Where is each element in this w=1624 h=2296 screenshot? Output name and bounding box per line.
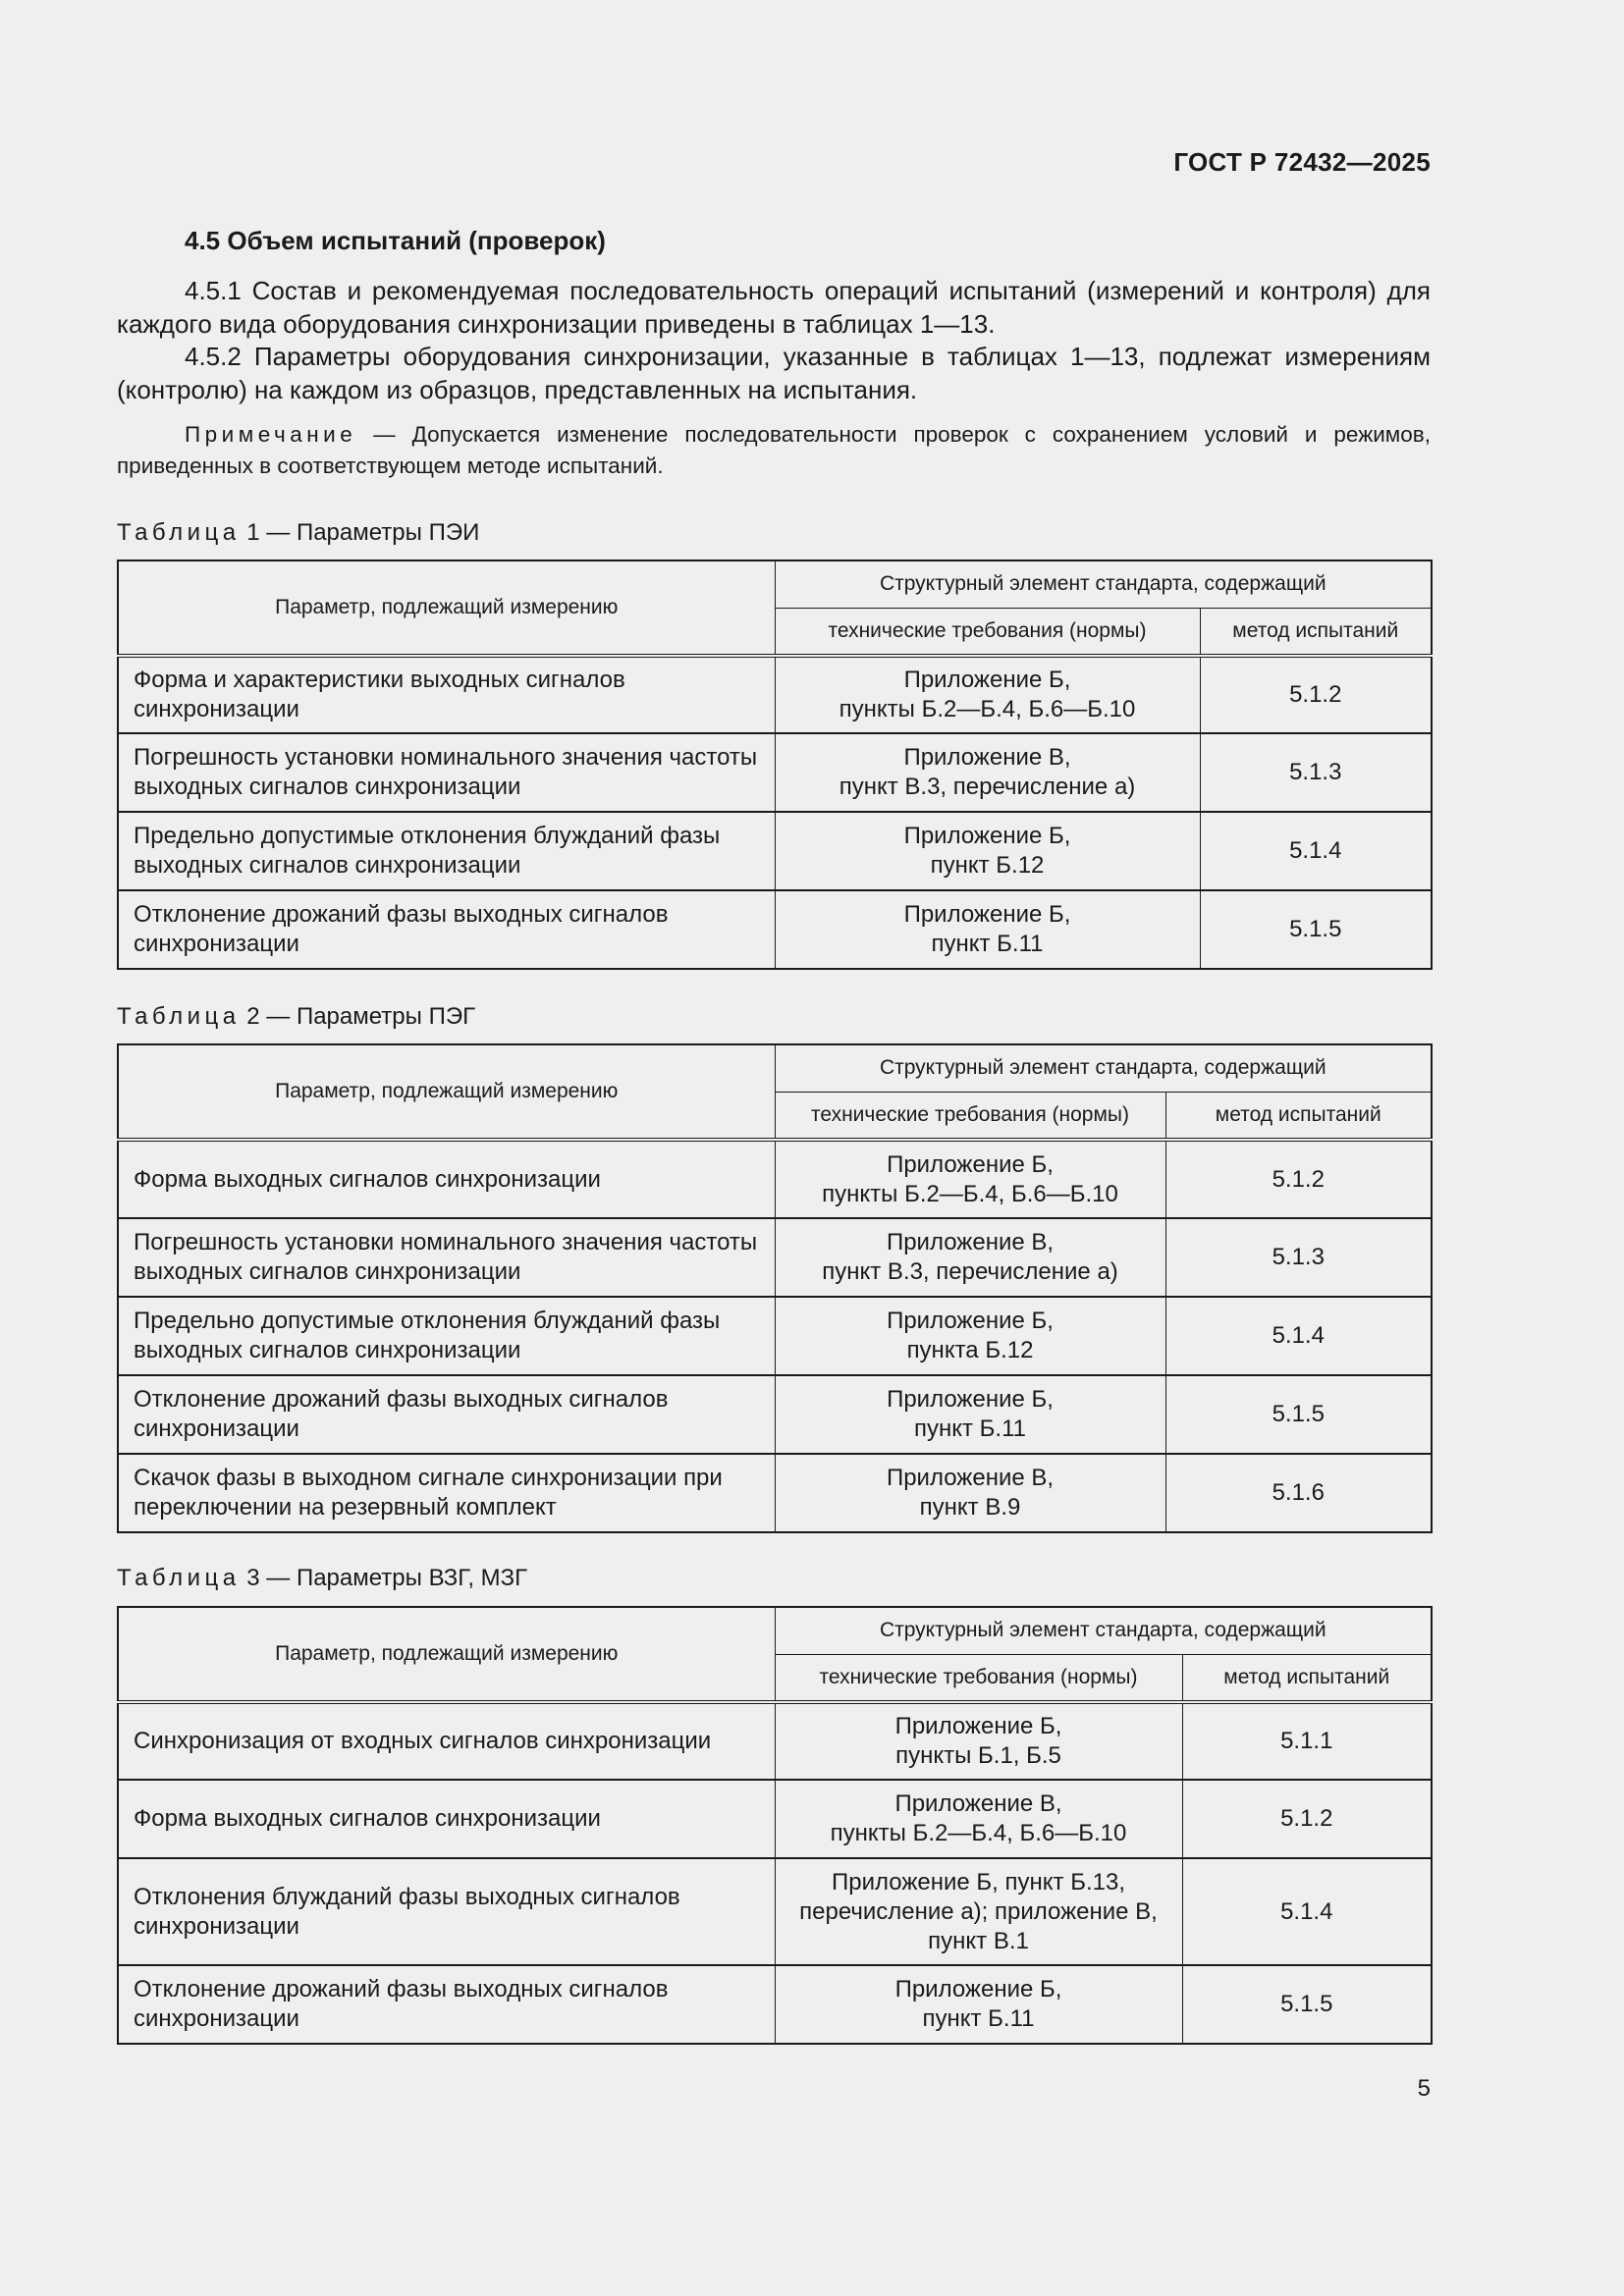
- header-param: Параметр, подлежащий измерению: [118, 1607, 775, 1702]
- table-row: [118, 1297, 1432, 1375]
- cell-requirements: Приложение Б, пункты Б.2—Б.4, Б.6—Б.10: [775, 656, 1200, 733]
- table-row: [118, 1858, 1432, 1965]
- cell-param: Синхронизация от входных сигналов синхронизации: [118, 1702, 775, 1780]
- cell-method: 5.1.3: [1165, 1218, 1432, 1297]
- table-row: [118, 1454, 1432, 1532]
- cell-requirements: Приложение Б, пункт Б.11: [775, 890, 1200, 969]
- header-requirements: технические требования (нормы): [775, 1092, 1165, 1140]
- table-header-row: [118, 1044, 1432, 1092]
- header-param: Параметр, подлежащий измерению: [118, 1044, 775, 1140]
- table-row: [118, 890, 1432, 969]
- cell-param: Скачок фазы в выходном сигнале синхронизации при переключении на резервный комплект: [118, 1454, 775, 1532]
- cell-requirements: Приложение Б, пункт Б.12: [775, 812, 1200, 890]
- cell-requirements: Приложение В, пункт В.9: [775, 1454, 1165, 1532]
- cell-requirements: Приложение В, пункт В.3, перечисление а): [775, 1218, 1165, 1297]
- cell-method: 5.1.2: [1200, 656, 1432, 733]
- table-row: [118, 1965, 1432, 2044]
- note-label: Примечание: [185, 422, 357, 447]
- table-3-caption-word: Таблица: [117, 1565, 241, 1591]
- header-method: метод испытаний: [1182, 1654, 1432, 1702]
- cell-param: Предельно допустимые отклонения блужданий фазы выходных сигналов синхронизации: [118, 812, 775, 890]
- paragraph-4-5-1: 4.5.1 Состав и рекомендуемая последовательность операций испытаний (измерений и контроля) для каждого вида оборудования синхронизации приведены в таблицах 1—13.: [117, 276, 1431, 339]
- cell-method: 5.1.5: [1200, 890, 1432, 969]
- table-row: [118, 1140, 1432, 1218]
- table-row: [118, 656, 1432, 733]
- header-method: метод испытаний: [1165, 1092, 1432, 1140]
- header-requirements: технические требования (нормы): [775, 608, 1200, 656]
- cell-param: Форма выходных сигналов синхронизации: [118, 1780, 775, 1858]
- table-row: [118, 1375, 1432, 1454]
- cell-param: Погрешность установки номинального значения частоты выходных сигналов синхронизации: [118, 1218, 775, 1297]
- cell-param: Предельно допустимые отклонения блужданий фазы выходных сигналов синхронизации: [118, 1297, 775, 1375]
- cell-method: 5.1.1: [1182, 1702, 1432, 1780]
- table-3-caption-title: 3 — Параметры ВЗГ, МЗГ: [240, 1565, 528, 1591]
- table-2-caption-word: Таблица: [117, 1003, 241, 1030]
- cell-param: Форма и характеристики выходных сигналов синхронизации: [118, 656, 775, 733]
- table-header-row: [118, 1607, 1432, 1654]
- table-1: [117, 560, 1433, 970]
- table-row: [118, 1780, 1432, 1858]
- cell-requirements: Приложение В, пункты Б.2—Б.4, Б.6—Б.10: [775, 1780, 1182, 1858]
- cell-requirements: Приложение Б, пункты Б.2—Б.4, Б.6—Б.10: [775, 1140, 1165, 1218]
- table-2-caption-title: 2 — Параметры ПЭГ: [240, 1003, 476, 1030]
- cell-requirements: Приложение В, пункт В.3, перечисление а): [775, 733, 1200, 812]
- cell-method: 5.1.6: [1165, 1454, 1432, 1532]
- cell-method: 5.1.4: [1200, 812, 1432, 890]
- table-3: [117, 1606, 1433, 2045]
- table-row: [118, 733, 1432, 812]
- cell-method: 5.1.5: [1165, 1375, 1432, 1454]
- cell-method: 5.1.3: [1200, 733, 1432, 812]
- header-param: Параметр, подлежащий измерению: [118, 561, 775, 656]
- table-3-caption: [117, 1564, 527, 1593]
- header-requirements: технические требования (нормы): [775, 1654, 1182, 1702]
- header-structural: Структурный элемент стандарта, содержащий: [775, 561, 1432, 608]
- table-2: [117, 1043, 1433, 1533]
- note: [117, 419, 1431, 482]
- header-structural: Структурный элемент стандарта, содержащий: [775, 1607, 1432, 1654]
- paragraph-4-5-2: 4.5.2 Параметры оборудования синхронизации, указанные в таблицах 1—13, подлежат измерениям (контролю) на каждом из образцов, представленных на испытания.: [117, 342, 1431, 404]
- table-2-body: [118, 1140, 1432, 1532]
- table-3-body: [118, 1702, 1432, 2044]
- header-structural: Структурный элемент стандарта, содержащий: [775, 1044, 1432, 1092]
- note-text: — Допускается изменение последовательности проверок с сохранением условий и режимов, приведенных в соответствующем методе испытаний.: [117, 422, 1431, 478]
- cell-param: Отклонение дрожаний фазы выходных сигналов синхронизации: [118, 1375, 775, 1454]
- table-header-row: [118, 561, 1432, 608]
- cell-method: 5.1.5: [1182, 1965, 1432, 2044]
- table-1-caption-title: 1 — Параметры ПЭИ: [240, 519, 480, 546]
- table-row: [118, 1702, 1432, 1780]
- cell-requirements: Приложение Б, пункт Б.11: [775, 1965, 1182, 2044]
- cell-requirements: Приложение Б, пункта Б.12: [775, 1297, 1165, 1375]
- cell-requirements: Приложение Б, пункты Б.1, Б.5: [775, 1702, 1182, 1780]
- cell-param: Отклонение дрожаний фазы выходных сигналов синхронизации: [118, 1965, 775, 2044]
- cell-param: Форма выходных сигналов синхронизации: [118, 1140, 775, 1218]
- cell-param: Отклонение дрожаний фазы выходных сигналов синхронизации: [118, 890, 775, 969]
- cell-requirements: Приложение Б, пункт Б.11: [775, 1375, 1165, 1454]
- table-1-caption-word: Таблица: [117, 519, 241, 546]
- header-method: метод испытаний: [1200, 608, 1432, 656]
- cell-method: 5.1.4: [1165, 1297, 1432, 1375]
- cell-method: 5.1.2: [1182, 1780, 1432, 1858]
- cell-method: 5.1.4: [1182, 1858, 1432, 1965]
- cell-param: Погрешность установки номинального значения частоты выходных сигналов синхронизации: [118, 733, 775, 812]
- table-1-caption: [117, 518, 479, 548]
- table-row: [118, 812, 1432, 890]
- cell-method: 5.1.2: [1165, 1140, 1432, 1218]
- cell-requirements: Приложение Б, пункт Б.13, перечисление а); приложение В, пункт В.1: [775, 1858, 1182, 1965]
- cell-param: Отклонения блужданий фазы выходных сигналов синхронизации: [118, 1858, 775, 1965]
- table-2-caption: [117, 1002, 475, 1032]
- table-1-body: [118, 656, 1432, 969]
- section-heading: 4.5 Объем испытаний (проверок): [185, 226, 606, 255]
- page-number: 5: [1417, 2075, 1431, 2102]
- document-id: ГОСТ Р 72432—2025: [1173, 147, 1431, 177]
- table-row: [118, 1218, 1432, 1297]
